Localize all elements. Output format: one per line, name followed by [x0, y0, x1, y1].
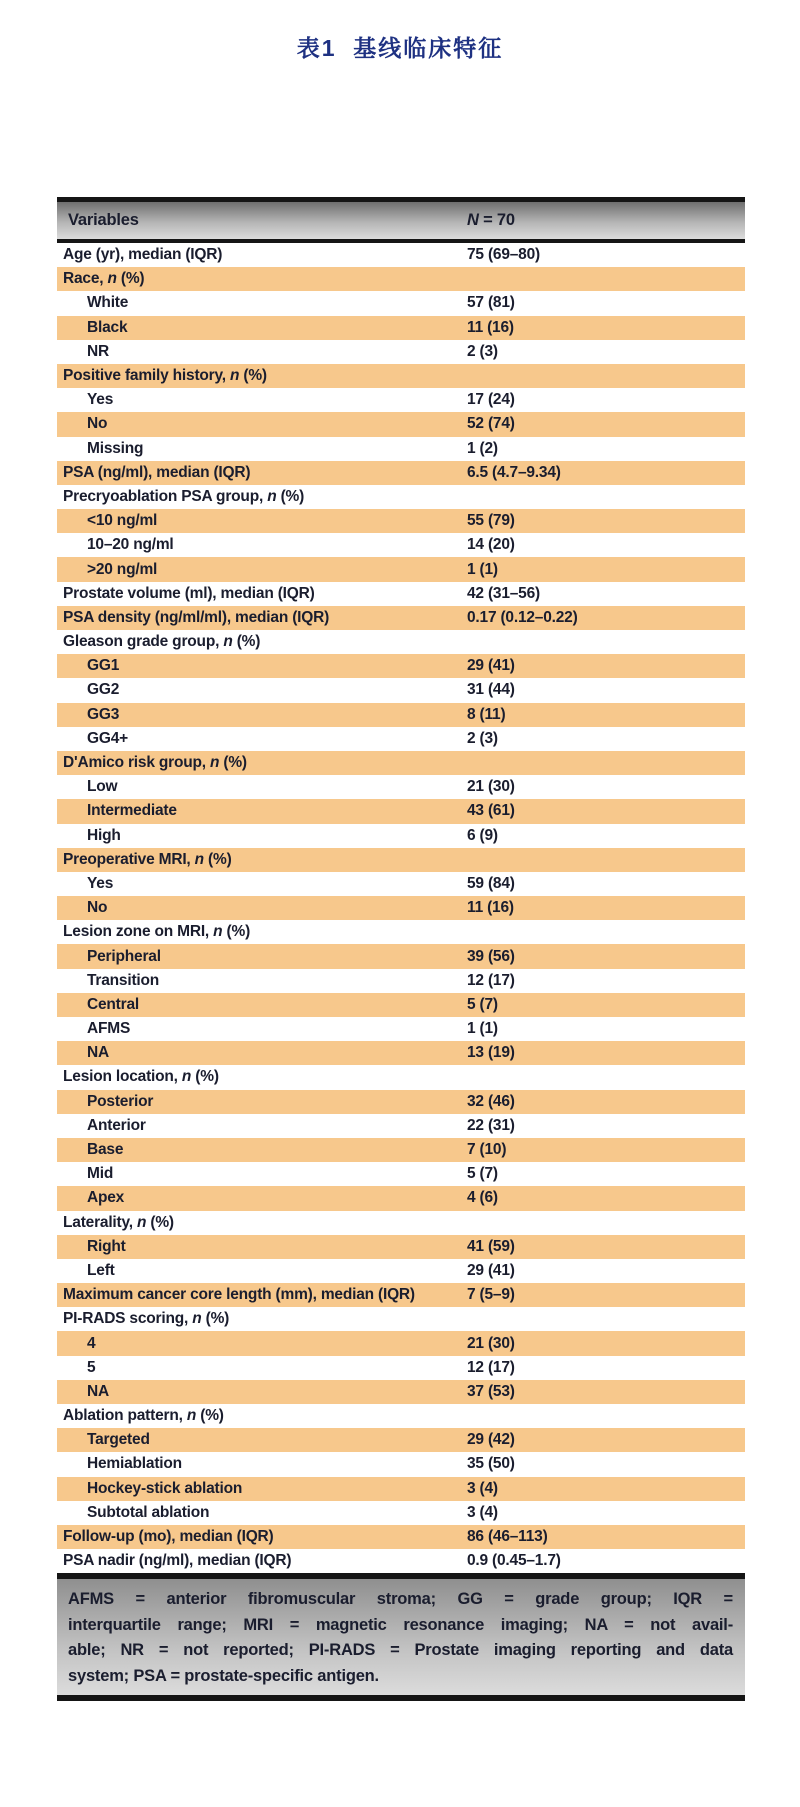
table-row	[57, 1307, 745, 1331]
row-label: Intermediate	[87, 802, 177, 820]
table-caption: 表1 基线临床特征	[296, 35, 504, 61]
table-row	[57, 799, 745, 823]
table-row	[57, 993, 745, 1017]
row-value: 7 (5–9)	[467, 1286, 515, 1304]
table-row	[57, 388, 745, 412]
table-row	[57, 654, 745, 678]
table-row	[57, 291, 745, 315]
row-label: Positive family history, n (%)	[63, 367, 267, 385]
row-label: Black	[87, 318, 128, 336]
row-label: Follow-up (mo), median (IQR)	[63, 1528, 274, 1546]
row-label: Lesion location, n (%)	[63, 1068, 219, 1086]
table-row	[57, 630, 745, 654]
row-value: 2 (3)	[467, 729, 498, 747]
row-label: 5	[87, 1358, 96, 1376]
table-row	[57, 1525, 745, 1549]
row-label: Transition	[87, 971, 160, 989]
row-label: Central	[87, 995, 140, 1013]
row-value: 1 (1)	[467, 560, 498, 578]
table-row	[57, 1259, 745, 1283]
table-row	[57, 848, 745, 872]
row-value: 59 (84)	[467, 874, 515, 892]
row-label: AFMS	[87, 1020, 131, 1038]
row-label: Base	[87, 1141, 124, 1159]
row-label: No	[87, 415, 108, 433]
table-row	[57, 606, 745, 630]
row-value: 29 (41)	[467, 1261, 515, 1279]
row-value: 6 (9)	[467, 826, 498, 844]
row-value: 37 (53)	[467, 1382, 515, 1400]
table-row	[57, 533, 745, 557]
row-label: Precryoablation PSA group, n (%)	[63, 487, 305, 505]
table-row	[57, 316, 745, 340]
table-row	[57, 1211, 745, 1235]
row-label: GG1	[87, 657, 120, 675]
table-row	[57, 340, 745, 364]
row-value: 57 (81)	[467, 294, 515, 312]
row-label: Low	[87, 778, 118, 796]
row-label: Targeted	[87, 1431, 150, 1449]
table-row	[57, 944, 745, 968]
row-value: 12 (17)	[467, 971, 515, 989]
row-value: 14 (20)	[467, 536, 515, 554]
table-row	[57, 678, 745, 702]
row-value: 22 (31)	[467, 1116, 515, 1134]
row-value: 2 (3)	[467, 342, 498, 360]
table-row	[57, 1186, 745, 1210]
row-value: 1 (2)	[467, 439, 498, 457]
table-row	[57, 1017, 745, 1041]
row-label: GG4+	[87, 729, 128, 747]
row-value: 4 (6)	[467, 1189, 498, 1207]
footnote-line: AFMS = anterior fibromuscular stroma; GG = grade group; IQR =	[68, 1590, 733, 1609]
row-label: Posterior	[87, 1092, 154, 1110]
row-label: Laterality, n (%)	[63, 1213, 174, 1231]
row-label: NA	[87, 1382, 109, 1400]
row-label: GG3	[87, 705, 120, 723]
footnote-line: able; NR = not reported; PI-RADS = Prostate imaging reporting and data	[68, 1641, 733, 1660]
row-value: 21 (30)	[467, 778, 515, 796]
table-row	[57, 1356, 745, 1380]
table-row	[57, 896, 745, 920]
row-label: Prostate volume (ml), median (IQR)	[63, 584, 315, 602]
row-value: 32 (46)	[467, 1092, 515, 1110]
table-row	[57, 1549, 745, 1573]
row-value: 41 (59)	[467, 1237, 515, 1255]
row-label: D'Amico risk group, n (%)	[63, 754, 247, 772]
row-value: 5 (7)	[467, 995, 498, 1013]
row-label: Hockey-stick ablation	[87, 1479, 243, 1497]
row-label: Yes	[87, 874, 114, 892]
row-label: NA	[87, 1044, 109, 1062]
row-label: Peripheral	[87, 947, 161, 965]
row-label: Ablation pattern, n (%)	[63, 1407, 224, 1425]
table-row	[57, 243, 745, 267]
row-value: 13 (19)	[467, 1044, 515, 1062]
row-value: 3 (4)	[467, 1503, 498, 1521]
row-value: 0.17 (0.12–0.22)	[467, 608, 578, 626]
row-value: 21 (30)	[467, 1334, 515, 1352]
table-row	[57, 1138, 745, 1162]
table-row	[57, 1162, 745, 1186]
row-label: Apex	[87, 1189, 125, 1207]
row-label: NR	[87, 342, 109, 360]
row-value: 1 (1)	[467, 1020, 498, 1038]
table-row	[57, 1114, 745, 1138]
row-value: 11 (16)	[467, 318, 514, 336]
row-value: 35 (50)	[467, 1455, 515, 1473]
table-row	[57, 1235, 745, 1259]
row-value: 43 (61)	[467, 802, 515, 820]
row-label: Age (yr), median (IQR)	[63, 246, 223, 264]
table-row	[57, 824, 745, 848]
row-value: 5 (7)	[467, 1165, 498, 1183]
table-row	[57, 1380, 745, 1404]
row-value: 42 (31–56)	[467, 584, 540, 602]
row-label: Hemiablation	[87, 1455, 182, 1473]
row-label: Lesion zone on MRI, n (%)	[63, 923, 251, 941]
table-row	[57, 485, 745, 509]
table-row	[57, 461, 745, 485]
table-row	[57, 1428, 745, 1452]
footnote-line: system; PSA = prostate-specific antigen.	[68, 1666, 379, 1685]
table-header-row	[57, 202, 745, 243]
row-label: Mid	[87, 1165, 114, 1183]
table-row	[57, 582, 745, 606]
table-row	[57, 1477, 745, 1501]
row-value: 11 (16)	[467, 899, 514, 917]
row-label: Right	[87, 1237, 126, 1255]
row-label: High	[87, 826, 121, 844]
row-value: 17 (24)	[467, 391, 515, 409]
row-value: 55 (79)	[467, 512, 515, 530]
row-label: PSA nadir (ng/ml), median (IQR)	[63, 1552, 292, 1570]
row-label: Left	[87, 1261, 115, 1279]
row-label: 4	[87, 1334, 96, 1352]
table-row	[57, 920, 745, 944]
row-label: White	[87, 294, 129, 312]
row-label: No	[87, 899, 108, 917]
table-row	[57, 364, 745, 388]
row-value: 52 (74)	[467, 415, 515, 433]
row-label: Race, n (%)	[63, 270, 145, 288]
header-n-total: N = 70	[467, 211, 515, 229]
row-label: <10 ng/ml	[87, 512, 158, 530]
row-label: Anterior	[87, 1116, 146, 1134]
row-value: 75 (69–80)	[467, 246, 540, 264]
row-value: 6.5 (4.7–9.34)	[467, 463, 561, 481]
row-value: 31 (44)	[467, 681, 515, 699]
row-label: PI-RADS scoring, n (%)	[63, 1310, 230, 1328]
row-label: Subtotal ablation	[87, 1503, 210, 1521]
table-row	[57, 751, 745, 775]
row-label: 10–20 ng/ml	[87, 536, 174, 554]
table-row	[57, 727, 745, 751]
row-label: >20 ng/ml	[87, 560, 158, 578]
table-row	[57, 1283, 745, 1307]
row-label: Preoperative MRI, n (%)	[63, 850, 232, 868]
table-row	[57, 412, 745, 436]
row-label: PSA (ng/ml), median (IQR)	[63, 463, 251, 481]
row-value: 7 (10)	[467, 1141, 507, 1159]
table-row	[57, 1090, 745, 1114]
table-row	[57, 775, 745, 799]
table-row	[57, 1065, 745, 1089]
row-label: Yes	[87, 391, 114, 409]
table-row	[57, 1501, 745, 1525]
row-value: 39 (56)	[467, 947, 515, 965]
table-end-rule	[57, 1695, 745, 1701]
table-row	[57, 1404, 745, 1428]
table-row	[57, 1041, 745, 1065]
row-value: 0.9 (0.45–1.7)	[467, 1552, 561, 1570]
row-value: 8 (11)	[467, 705, 506, 723]
table-row	[57, 1331, 745, 1355]
row-label: Gleason grade group, n (%)	[63, 633, 261, 651]
row-value: 29 (42)	[467, 1431, 515, 1449]
row-label: Missing	[87, 439, 144, 457]
table-body	[57, 243, 745, 1573]
footnote-line: interquartile range; MRI = magnetic resonance imaging; NA = not avail-	[68, 1615, 733, 1634]
row-value: 12 (17)	[467, 1358, 515, 1376]
header-variables: Variables	[68, 211, 139, 229]
table-row	[57, 969, 745, 993]
baseline-characteristics-table	[57, 197, 745, 1701]
table-row	[57, 437, 745, 461]
table-row	[57, 872, 745, 896]
table-footnote	[57, 1579, 745, 1695]
table-row	[57, 1452, 745, 1476]
row-label: PSA density (ng/ml/ml), median (IQR)	[63, 608, 330, 626]
table-row	[57, 509, 745, 533]
table-row	[57, 267, 745, 291]
table-row	[57, 557, 745, 581]
row-value: 29 (41)	[467, 657, 515, 675]
row-label: GG2	[87, 681, 120, 699]
table-row	[57, 703, 745, 727]
row-value: 86 (46–113)	[467, 1528, 548, 1546]
row-value: 3 (4)	[467, 1479, 498, 1497]
row-label: Maximum cancer core length (mm), median (IQR)	[63, 1286, 415, 1304]
